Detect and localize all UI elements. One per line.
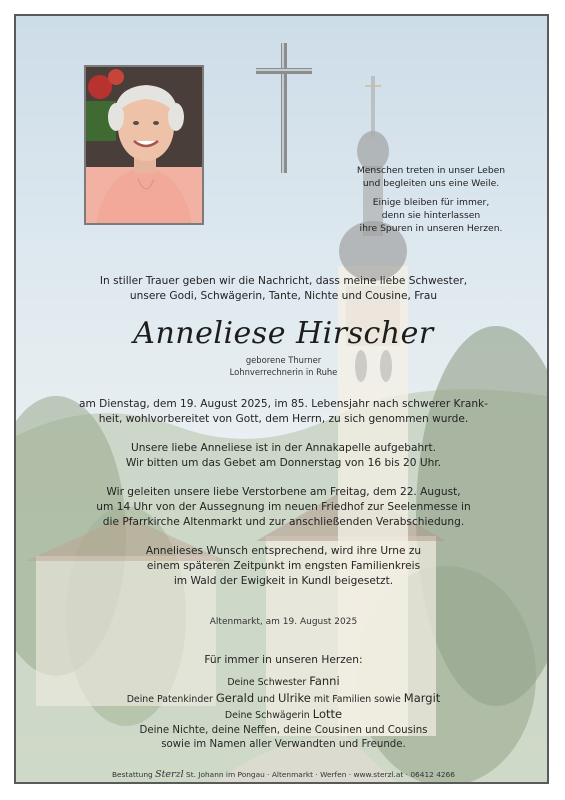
mourner-name: Fanni <box>309 674 340 688</box>
quote-line: Einige bleiben für immer, <box>372 197 490 208</box>
paragraph-line: im Wald der Ewigkeit in Kundl beigesetzt. <box>173 575 394 587</box>
quote-line: Menschen treten in unser Leben <box>356 165 506 176</box>
intro-text <box>46 274 521 304</box>
footer-prefix: Bestattung <box>111 770 153 779</box>
maiden-name: geborene Thurner <box>245 355 322 365</box>
funeral-home-logo: Sterzl <box>155 769 184 780</box>
closing-line: Deine Nichte, deine Neffen, deine Cousinen und Cousins <box>139 724 428 736</box>
mourner-name: Ulrike <box>277 690 311 705</box>
intro-line: In stiller Trauer geben wir die Nachricht, dass meine liebe Schwester, <box>99 275 468 287</box>
quote-line: ihre Spuren in unseren Herzen. <box>359 223 503 234</box>
paragraph-line: Unsere liebe Anneliese ist in der Annakapelle aufgebahrt. <box>130 442 437 454</box>
intro-line: unsere Godi, Schwägerin, Tante, Nichte und Cousine, Frau <box>129 290 438 302</box>
mourners-list <box>46 674 521 752</box>
memorial-quote <box>316 164 546 235</box>
paragraph-line: um 14 Uhr von der Aussegnung im neuen Friedhof zur Seelenmesse in <box>96 501 471 513</box>
deceased-name: Anneliese Hirscher <box>133 316 434 351</box>
funeral-home-footer <box>36 769 531 780</box>
closing-line: sowie im Namen aller Verwandten und Freunde. <box>161 738 406 750</box>
mourner-line-sister-in-law <box>46 707 521 724</box>
paragraph-line: heit, wohlvorbereitet von Gott, dem Herrn, zu sich genommen wurde. <box>98 413 469 425</box>
paragraph-line: einem späteren Zeitpunkt im engsten Familienkreis <box>146 560 421 572</box>
wake-paragraph <box>46 441 521 471</box>
occupation: Lohnverrechnerin in Ruhe <box>229 367 338 377</box>
paragraph-line: die Pfarrkirche Altenmarkt und zur anschließenden Verabschiedung. <box>102 516 465 528</box>
parte-card <box>14 14 549 784</box>
mourners-heading: Für immer in unseren Herzen: <box>204 654 363 666</box>
death-notice-paragraph <box>46 397 521 427</box>
portrait-photo <box>84 65 204 225</box>
mourner-line-godchildren <box>46 691 521 708</box>
mourner-line-sister <box>46 674 521 691</box>
relation-label: Deine Schwägerin <box>224 710 310 721</box>
paragraph-line: Wir bitten um das Gebet am Donnerstag von 16 bis 20 Uhr. <box>125 457 442 469</box>
place-date: Altenmarkt, am 19. August 2025 <box>209 617 358 627</box>
funeral-paragraph <box>46 485 521 530</box>
paragraph-line: am Dienstag, dem 19. August 2025, im 85. Lebensjahr nach schwerer Krank- <box>78 398 489 410</box>
subtitle <box>46 354 521 378</box>
relation-label: Deine Schwester <box>227 677 307 688</box>
relation-label: mit Familien sowie <box>313 693 401 705</box>
conjunction: und <box>257 693 275 705</box>
relation-label: Deine Patenkinder <box>126 693 213 705</box>
mourner-name: Margit <box>403 690 441 705</box>
paragraph-line: Annelieses Wunsch entsprechend, wird ihre Urne zu <box>145 545 422 557</box>
mourner-name: Gerald <box>215 690 255 705</box>
urn-paragraph <box>46 544 521 589</box>
quote-line: denn sie hinterlassen <box>381 210 481 221</box>
quote-line: und begleiten uns eine Weile. <box>362 178 500 189</box>
paragraph-line: Wir geleiten unsere liebe Verstorbene am Freitag, dem 22. August, <box>106 486 461 498</box>
cross-icon <box>256 43 312 173</box>
footer-contact: St. Johann im Pongau · Altenmarkt · Werfen · www.sterzl.at · 06412 4266 <box>186 770 456 779</box>
mourner-name: Lotte <box>312 707 343 721</box>
